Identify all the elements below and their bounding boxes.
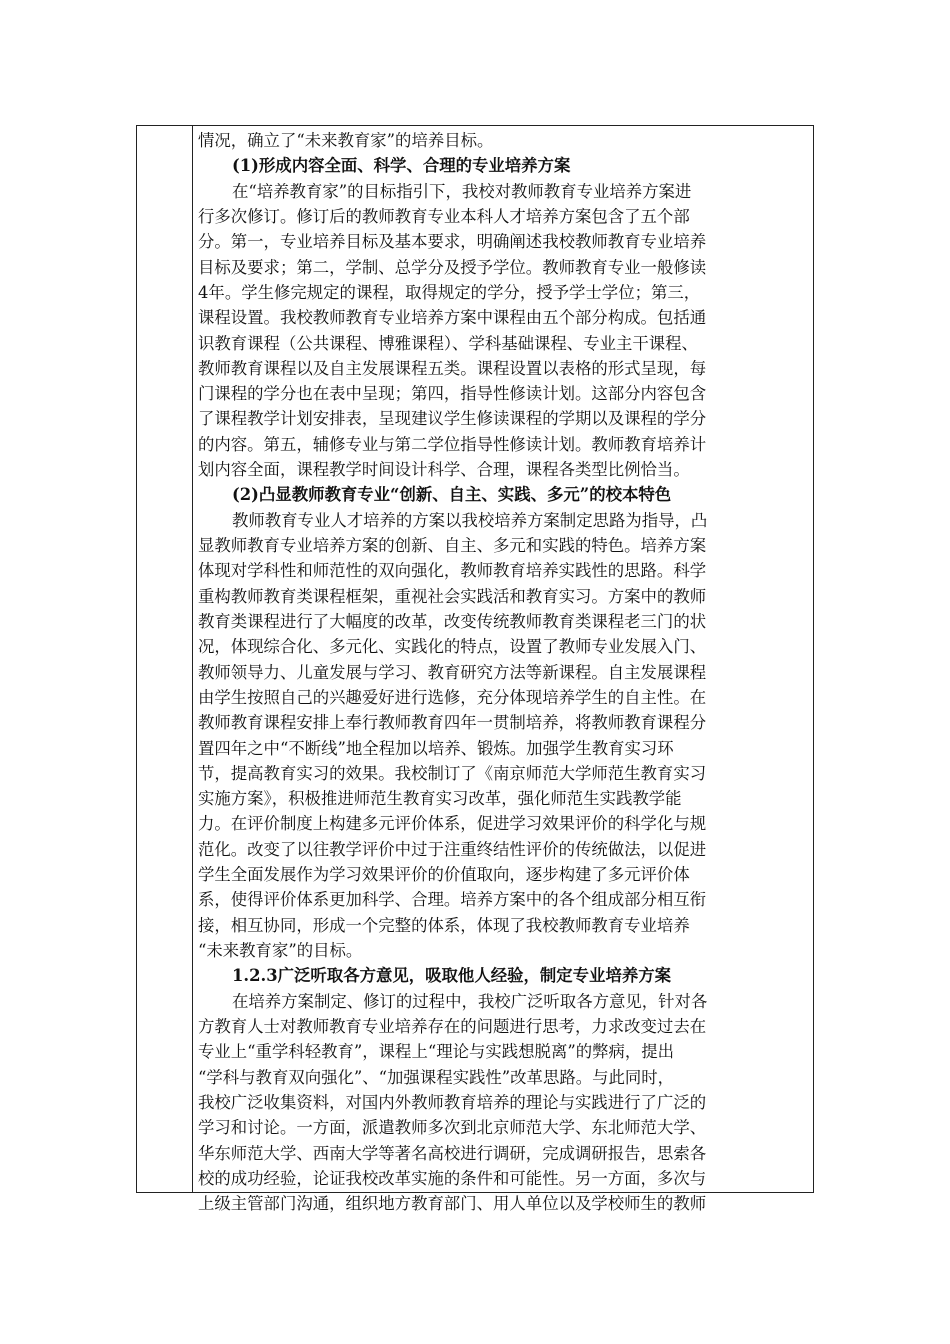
body-line: 况，体现综合化、多元化、实践化的特点，设置了教师专业发展入门、 [198,637,707,657]
body-line: 的内容。第五，辅修专业与第二学位指导性修读计划。教师教育培养计 [198,434,707,454]
table-left-column [137,126,193,1192]
paragraph-first-line: 教师教育专业人才培养的方案以我校培养方案制定思路为指导，凸 [232,510,708,530]
body-line: 教师教育课程安排上奉行教师教育四年一贯制培养，将教师教育课程分 [198,713,707,733]
body-line: 目标及要求；第二，学制、总学分及授予学位。教师教育专业一般修读 [198,257,707,277]
body-line: 学生全面发展作为学习效果评价的价值取向，逐步构建了多元评价体 [198,865,690,885]
body-line: 由学生按照自己的兴趣爱好进行选修，充分体现培养学生的自主性。在 [198,687,707,707]
body-line: 学习和讨论。一方面，派遣教师多次到北京师范大学、东北师范大学、 [198,1118,707,1138]
paragraph-first-line: 在培养方案制定、修订的过程中，我校广泛听取各方意见，针对各 [232,991,708,1011]
section-heading: (2)凸显教师教育专业“创新、自主、实践、多元”的校本特色 [232,485,672,505]
body-line: 节，提高教育实习的效果。我校制订了《南京师范大学师范生教育实习 [198,763,707,783]
body-line: 显教师教育专业培养方案的创新、自主、多元和实践的特色。培养方案 [198,536,707,555]
body-line: 了课程教学计划安排表，呈现建议学生修读课程的学期以及课程的学分 [198,409,707,429]
table-content-cell [198,128,806,1216]
body-line: 接，相互协同，形成一个完整的体系，体现了我校教师教育专业培养 [198,915,690,935]
body-line: 4年。学生修完规定的课程，取得规定的学分，授予学士学位；第三， [198,282,701,302]
body-line: 系，使得评价体系更加科学、合理。培养方案中的各个组成部分相互衔 [198,890,707,910]
body-line: 实施方案》，积极推进师范生教育实习改革，强化师范生实践教学能 [198,789,682,809]
paragraph-first-line: 在“培养教育家”的目标指引下，我校对教师教育专业培养方案进 [232,181,692,201]
body-line: 方教育人士对教师教育专业培养存在的问题进行思考，力求改变过去在 [198,1016,707,1036]
body-line: 行多次修订。修订后的教师教育专业本科人才培养方案包含了五个部 [198,206,690,226]
body-line: 我校广泛收集资料，对国内外教师教育培养的理论与实践进行了广泛的 [198,1092,707,1112]
section-heading: 1.2.3广泛听取各方意见，吸取他人经验，制定专业培养方案 [232,966,671,986]
body-line: 范化。改变了以往教学评价中过于注重终结性评价的传统做法，以促进 [198,839,707,859]
body-line: “学科与教育双向强化”、“加强课程实践性”改革思路。与此同时， [198,1067,675,1087]
section-heading: (1)形成内容全面、科学、合理的专业培养方案 [232,156,571,176]
body-line: 课程设置。我校教师教育专业培养方案中课程由五个部分构成。包括通 [198,308,707,328]
body-line: 教师领导力、儿童发展与学习、教育研究方法等新课程。自主发展课程 [198,662,707,682]
body-line: 力。在评价制度上构建多元评价体系，促进学习效果评价的科学化与规 [198,814,707,834]
body-line: 识教育课程（公共课程、博雅课程）、学科基础课程、专业主干课程、 [198,333,698,353]
body-line: 华东师范大学、西南大学等著名高校进行调研，完成调研报告，思索各 [198,1143,707,1163]
body-line: 校的成功经验，论证我校改革实施的条件和可能性。另一方面，多次与 [198,1168,707,1188]
body-line: “未来教育家”的目标。 [198,941,363,960]
body-line: 上级主管部门沟通，组织地方教育部门、用人单位以及学校师生的教师 [198,1194,707,1214]
body-line: 置四年之中“不断线”地全程加以培养、锻炼。加强学生教育实习环 [198,738,674,758]
body-line: 情况，确立了“未来教育家”的培养目标。 [198,131,494,150]
table-frame [136,125,814,1214]
body-line: 分。第一，专业培养目标及基本要求，明确阐述我校教师教育专业培养 [198,232,707,252]
body-line: 划内容全面，课程教学时间设计科学、合理，课程各类型比例恰当。 [198,460,690,480]
body-line: 教师教育课程以及自主发展课程五类。课程设置以表格的形式呈现，每 [198,358,707,378]
body-line: 门课程的学分也在表中呈现；第四，指导性修读计划。这部分内容包含 [198,384,707,404]
body-line: 专业上“重学科轻教育”，课程上“理论与实践想脱离”的弊病，提出 [198,1042,675,1062]
body-line: 教育类课程进行了大幅度的改革，改变传统教师教育类课程老三门的状 [198,611,707,631]
body-line: 重构教师教育类课程框架，重视社会实践活和教育实习。方案中的教师 [198,586,707,606]
body-line: 体现对学科性和师范性的双向强化，教师教育培养实践性的思路。科学 [198,561,707,581]
